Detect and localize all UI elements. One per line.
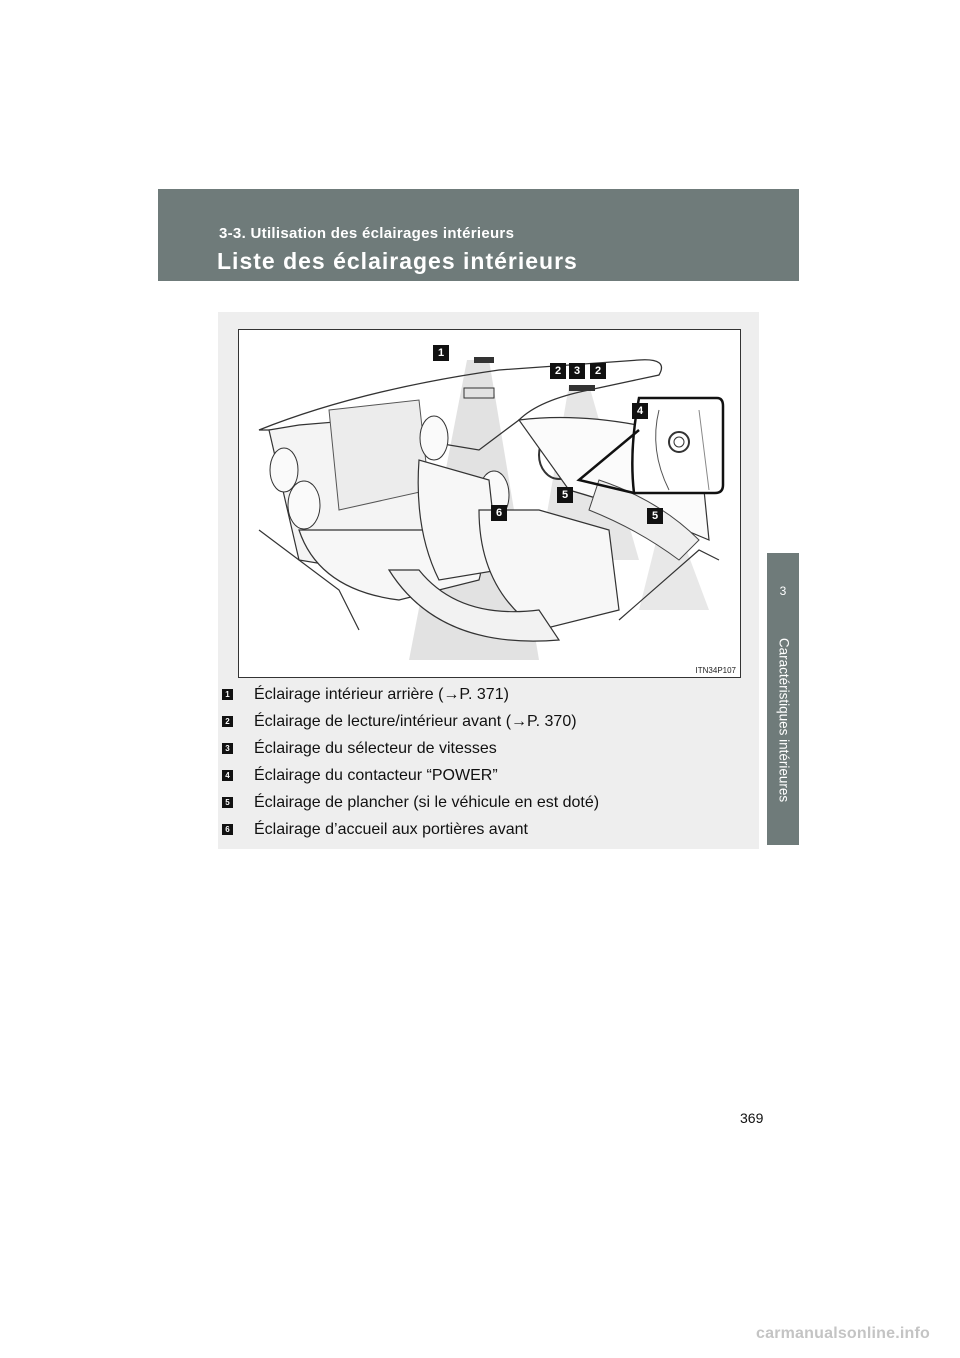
item-text: Éclairage du contacteur “POWER” — [254, 766, 498, 784]
chapter-title-container — [774, 630, 794, 810]
content-box — [218, 312, 759, 849]
figure-code: ITN34P107 — [695, 666, 736, 675]
callout-4: 4 — [632, 403, 648, 419]
callout-5b: 5 — [647, 508, 663, 524]
item-text[interactable]: Éclairage de lecture/intérieur avant (→P. 370) — [254, 712, 577, 730]
watermark[interactable]: carmanualsonline.info — [756, 1325, 931, 1342]
callout-5a: 5 — [557, 487, 573, 503]
section-label: 3-3. Utilisation des éclairages intérieurs — [219, 225, 515, 242]
item-number: 3 — [222, 743, 233, 754]
list-item — [222, 735, 742, 762]
callout-2a: 2 — [550, 363, 566, 379]
list-item — [222, 681, 742, 708]
item-number: 1 — [222, 689, 233, 700]
car-interior-illustration — [239, 330, 740, 677]
list-item — [222, 789, 742, 816]
list-item — [222, 708, 742, 735]
chapter-title: Caractéristiques intérieures — [776, 637, 792, 803]
item-text: Éclairage de plancher (si le véhicule en est doté) — [254, 793, 600, 811]
item-text: Éclairage d’accueil aux portières avant — [254, 820, 528, 838]
item-text: Éclairage du sélecteur de vitesses — [254, 739, 497, 757]
item-number: 5 — [222, 797, 233, 808]
section-header — [158, 189, 799, 281]
item-number: 4 — [222, 770, 233, 781]
chapter-number: 3 — [779, 584, 787, 598]
callout-6: 6 — [491, 505, 507, 521]
lights-list — [222, 681, 742, 843]
callout-2b: 2 — [590, 363, 606, 379]
page-title: Liste des éclairages intérieurs — [217, 248, 578, 274]
page-number: 369 — [740, 1110, 764, 1126]
item-text[interactable]: Éclairage intérieur arrière (→P. 371) — [254, 685, 509, 703]
interior-lights-figure — [238, 329, 741, 678]
list-item — [222, 762, 742, 789]
callout-3: 3 — [569, 363, 585, 379]
item-number: 2 — [222, 716, 233, 727]
callout-1: 1 — [433, 345, 449, 361]
item-number: 6 — [222, 824, 233, 835]
list-item — [222, 816, 742, 843]
